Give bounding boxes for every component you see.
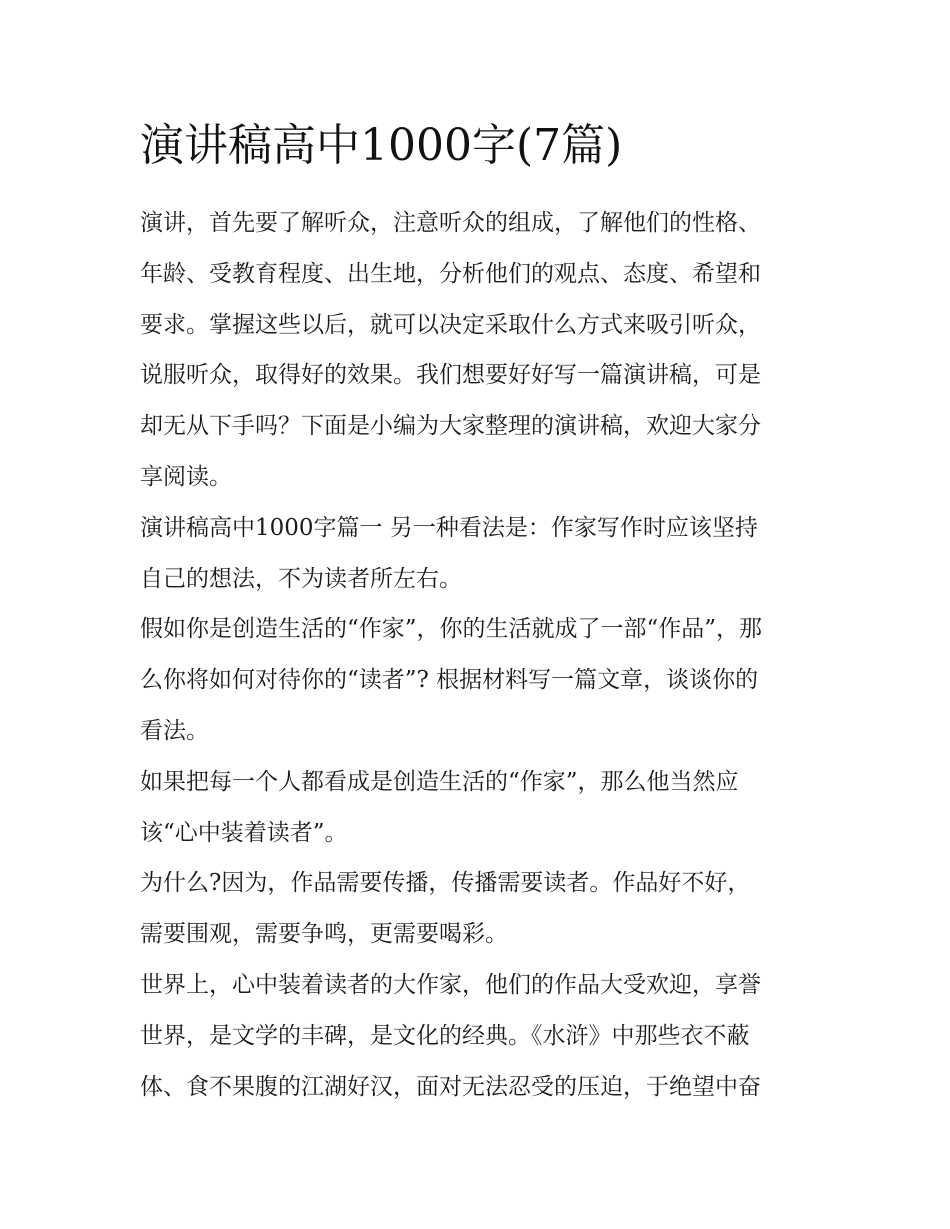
text-line: 如果把每一个人都看成是创造生活的“作家”，那么他当然应	[140, 768, 739, 795]
text-line: 体、食不果腹的江湖好汉，面对无法忍受的压迫，于绝望中奋	[140, 1073, 761, 1100]
text-line: 假如你是创造生活的“作家”，你的生活就成了一部“作品”，那	[140, 616, 763, 643]
text-line: 要求。掌握这些以后，就可以决定采取什么方式来吸引听众，	[140, 311, 761, 338]
text-line: 说服听众，取得好的效果。我们想要好好写一篇演讲稿，可是	[140, 362, 761, 389]
text-line: 演讲，首先要了解听众，注意听众的组成，了解他们的性格、	[140, 210, 761, 236]
text-line: 看法。	[140, 717, 209, 744]
text-line: 需要围观，需要争鸣，更需要喝彩。	[140, 921, 508, 948]
text-line: 世界上，心中装着读者的大作家，他们的作品大受欢迎，享誉	[140, 971, 761, 998]
text-line: 么你将如何对待你的“读者”? 根据材料写一篇文章，谈谈你的	[140, 667, 759, 694]
text-line: 自己的想法，不为读者所左右。	[140, 565, 462, 592]
document-title: 演讲稿高中1000字(7篇)	[140, 120, 623, 171]
text-line: 享阅读。	[140, 463, 232, 490]
text-line: 演讲稿高中1000字篇一 另一种看法是：作家写作时应该坚持	[140, 514, 758, 541]
text-line: 却无从下手吗？下面是小编为大家整理的演讲稿，欢迎大家分	[140, 413, 761, 440]
document-body	[140, 198, 820, 1112]
text-line: 世界，是文学的丰碑，是文化的经典。《水浒》中那些衣不蔽	[140, 1022, 750, 1049]
text-line: 为什么?因为，作品需要传播，传播需要读者。作品好不好，	[140, 870, 751, 897]
text-line: 年龄、受教育程度、出生地，分析他们的观点、态度、希望和	[140, 260, 761, 287]
text-line: 该“心中装着读者”。	[140, 819, 348, 846]
